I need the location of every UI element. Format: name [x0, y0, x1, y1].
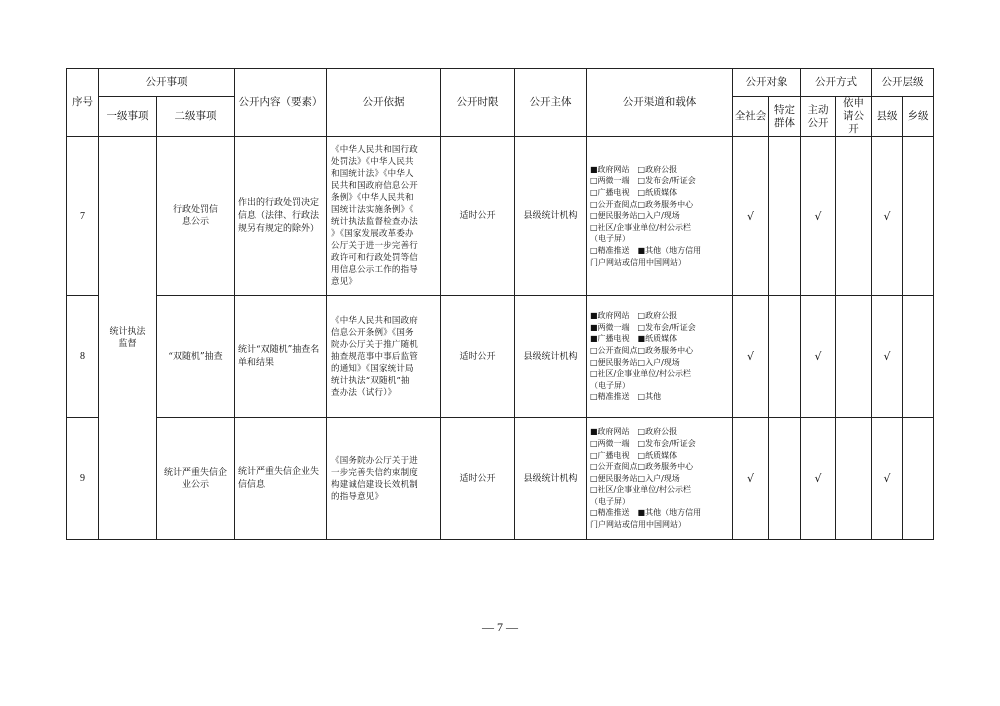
header-subject: 公开主体	[515, 69, 587, 137]
check-method-active: √	[801, 418, 836, 540]
header-row-1	[67, 69, 934, 97]
header-method-active: 主动公开	[801, 97, 836, 137]
disclosure-table	[66, 68, 934, 540]
header-basis: 公开依据	[327, 69, 441, 137]
level2-item: “双随机”抽查	[157, 296, 235, 418]
header-level: 公开层级	[872, 69, 934, 97]
disclosure-time: 适时公开	[441, 296, 515, 418]
disclosure-content: 统计“双随机”抽查名单和结果	[235, 296, 327, 418]
check-method-apply	[836, 418, 872, 540]
page-number: — 7 —	[482, 620, 518, 634]
disclosure-time: 适时公开	[441, 418, 515, 540]
check-level-county: √	[872, 418, 903, 540]
disclosure-content: 统计严重失信企业失信信息	[235, 418, 327, 540]
check-target-specific	[769, 418, 801, 540]
header-content: 公开内容（要素）	[235, 69, 327, 137]
check-target-all: √	[733, 137, 769, 296]
row-seq: 7	[67, 137, 99, 296]
level2-item: 行政处罚信息公示	[157, 137, 235, 296]
level2-item: 统计严重失信企业公示	[157, 418, 235, 540]
disclosure-channels: ■政府网站 □政府公报 □两微一端 □发布会/听证会 □广播电视 □纸质媒体 □公开查阅点□政务服务中心 □便民服务站□入户/现场 □社区/企事业单位/村公示栏 （电子屏） □精准推送 ■其他（地方信用 门户网站或信用中国网站）	[587, 137, 733, 296]
header-items: 公开事项	[99, 69, 235, 97]
check-target-all: √	[733, 296, 769, 418]
disclosure-channels: ■政府网站 □政府公报 □两微一端 □发布会/听证会 □广播电视 □纸质媒体 □公开查阅点□政务服务中心 □便民服务站□入户/现场 □社区/企事业单位/村公示栏 （电子屏） □精准推送 ■其他（地方信用 门户网站或信用中国网站）	[587, 418, 733, 540]
check-method-active: √	[801, 137, 836, 296]
disclosure-basis: 《中华人民共和国政府 信息公开条例》《国务 院办公厅关于推广随机 抽查规范事中事后监管 的通知》《国家统计局 统计执法“双随机”抽 查办法（试行）》	[327, 296, 441, 418]
table-row	[67, 137, 934, 296]
disclosure-time: 适时公开	[441, 137, 515, 296]
table-row	[67, 418, 934, 540]
table-row	[67, 296, 934, 418]
header-method: 公开方式	[801, 69, 872, 97]
disclosure-content: 作出的行政处罚决定信息（法律、行政法规另有规定的除外）	[235, 137, 327, 296]
check-level-county: √	[872, 296, 903, 418]
disclosure-basis: 《中华人民共和国行政 处罚法》《中华人民共 和国统计法》《中华人 民共和国政府信息公开 条例》《中华人民共和 国统计法实施条例》《 统计执法监督检查办法 》《国家发展改革委办 公厅关于进一步完善行 政许可和行政处罚等信 用信息公示工作的指导 意见》	[327, 137, 441, 296]
check-target-specific	[769, 296, 801, 418]
level1-item: 统计执法监督	[99, 137, 157, 540]
check-level-town	[903, 418, 934, 540]
disclosure-subject: 县级统计机构	[515, 418, 587, 540]
header-level-town: 乡级	[903, 97, 934, 137]
header-target-all: 全社会	[733, 97, 769, 137]
check-level-town	[903, 296, 934, 418]
check-method-apply	[836, 137, 872, 296]
disclosure-channels: ■政府网站 □政府公报 ■两微一端 □发布会/听证会 ■广播电视 ■纸质媒体 □公开查阅点□政务服务中心 □便民服务站□入户/现场 □社区/企事业单位/村公示栏 （电子屏） □精准推送 □其他	[587, 296, 733, 418]
check-target-all: √	[733, 418, 769, 540]
header-level-county: 县级	[872, 97, 903, 137]
header-time: 公开时限	[441, 69, 515, 137]
disclosure-subject: 县级统计机构	[515, 137, 587, 296]
header-level1: 一级事项	[99, 97, 157, 137]
header-seq: 序号	[67, 69, 99, 137]
header-target-specific: 特定群体	[769, 97, 801, 137]
header-method-apply: 依申请公开	[836, 97, 872, 137]
disclosure-basis: 《国务院办公厅关于进 一步完善失信约束制度 构建诚信建设长效机制 的指导意见》	[327, 418, 441, 540]
header-level2: 二级事项	[157, 97, 235, 137]
row-seq: 8	[67, 296, 99, 418]
check-level-county: √	[872, 137, 903, 296]
check-level-town	[903, 137, 934, 296]
check-method-apply	[836, 296, 872, 418]
check-target-specific	[769, 137, 801, 296]
disclosure-subject: 县级统计机构	[515, 296, 587, 418]
row-seq: 9	[67, 418, 99, 540]
check-method-active: √	[801, 296, 836, 418]
header-target: 公开对象	[733, 69, 801, 97]
header-channels: 公开渠道和载体	[587, 69, 733, 137]
